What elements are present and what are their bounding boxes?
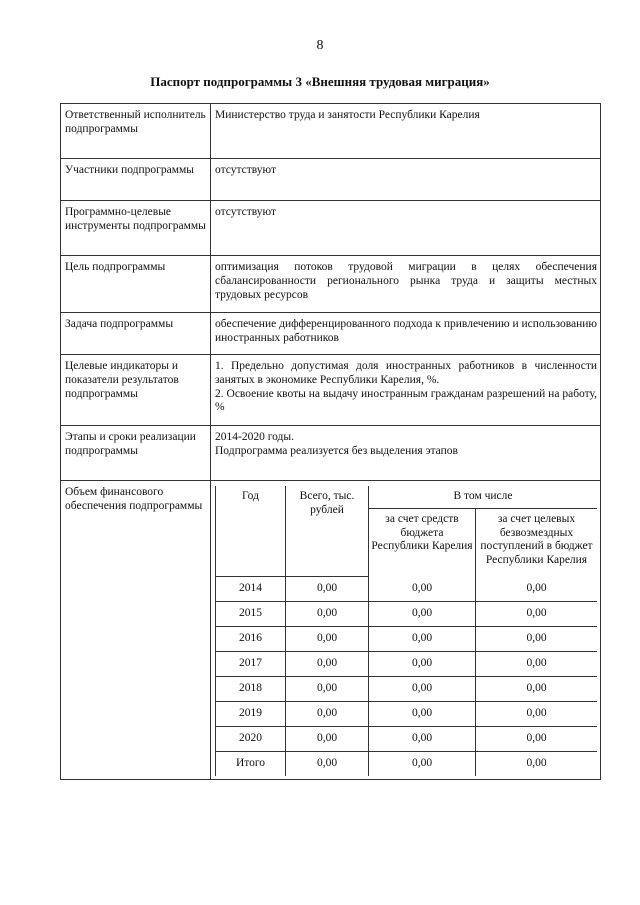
row-instruments (61, 201, 601, 256)
header-year: Год (216, 486, 286, 576)
funding-row (216, 651, 598, 676)
value-task: обеспечение дифференцированного подхода к привлечению и использованию иностранных работников (211, 313, 601, 355)
row-stages (61, 426, 601, 481)
funding-budget-cell: 0,00 (369, 626, 476, 651)
funding-total-cell: 0,00 (286, 751, 369, 776)
funding-row (216, 676, 598, 701)
funding-total-cell: 0,00 (286, 601, 369, 626)
funding-budget-cell: 0,00 (369, 751, 476, 776)
value-stages (211, 426, 601, 481)
funding-grants-cell: 0,00 (476, 601, 598, 626)
stages-line-1: 2014-2020 годы. (215, 431, 295, 443)
row-task (61, 313, 601, 355)
indicator-item-2: 2. Освоение квоты на выдачу иностранным гражданам разрешений на работу, % (215, 387, 597, 414)
funding-total-cell: 0,00 (286, 576, 369, 601)
label-participants: Участники подпрограммы (61, 159, 211, 201)
funding-year-cell: 2015 (216, 601, 286, 626)
row-goal (61, 256, 601, 313)
funding-year-cell: 2020 (216, 726, 286, 751)
row-indicators (61, 355, 601, 426)
funding-row (216, 701, 598, 726)
label-instruments: Программно-целевые инструменты подпрограммы (61, 201, 211, 256)
funding-row (216, 601, 598, 626)
funding-row (216, 726, 598, 751)
funding-cell (211, 481, 601, 780)
funding-total-cell: 0,00 (286, 701, 369, 726)
value-executor: Министерство труда и занятости Республики Карелия (211, 104, 601, 159)
funding-budget-cell: 0,00 (369, 651, 476, 676)
value-indicators (211, 355, 601, 426)
funding-grants-cell: 0,00 (476, 576, 598, 601)
funding-grants-cell: 0,00 (476, 751, 598, 776)
header-including: В том числе (369, 486, 598, 508)
funding-budget-cell: 0,00 (369, 576, 476, 601)
funding-grants-cell: 0,00 (476, 626, 598, 651)
label-funding: Объем финансового обеспечения подпрограммы (61, 481, 211, 780)
funding-row (216, 626, 598, 651)
funding-year-cell: 2018 (216, 676, 286, 701)
funding-year-cell: Итого (216, 751, 286, 776)
page-title: Паспорт подпрограммы 3 «Внешняя трудовая миграция» (150, 74, 490, 89)
funding-total-cell: 0,00 (286, 651, 369, 676)
funding-year-cell: 2017 (216, 651, 286, 676)
indicator-item-1: 1. Предельно допустимая доля иностранных работников в численности занятых в экономике Республики Карелия, %. (215, 360, 597, 386)
label-executor: Ответственный исполнитель подпрограммы (61, 104, 211, 159)
funding-budget-cell: 0,00 (369, 676, 476, 701)
funding-total-cell: 0,00 (286, 626, 369, 651)
row-funding (61, 481, 601, 780)
funding-budget-cell: 0,00 (369, 726, 476, 751)
funding-budget-cell: 0,00 (369, 601, 476, 626)
value-participants: отсутствуют (211, 159, 601, 201)
funding-year-cell: 2016 (216, 626, 286, 651)
label-stages: Этапы и сроки реализации подпрограммы (61, 426, 211, 481)
passport-table (60, 103, 601, 780)
page-number: 8 (316, 38, 324, 53)
header-total: Всего, тыс. рублей (286, 486, 369, 576)
label-indicators: Целевые индикаторы и показатели результатов подпрограммы (61, 355, 211, 426)
value-instruments: отсутствуют (211, 201, 601, 256)
funding-grants-cell: 0,00 (476, 726, 598, 751)
funding-year-cell: 2019 (216, 701, 286, 726)
label-goal: Цель подпрограммы (61, 256, 211, 313)
funding-total-cell: 0,00 (286, 726, 369, 751)
funding-budget-cell: 0,00 (369, 701, 476, 726)
row-participants (61, 159, 601, 201)
funding-row (216, 751, 598, 776)
value-goal: оптимизация потоков трудовой миграции в целях обеспечения сбалансированности регионального рынка труда и защиты местных трудовых ресурсов (211, 256, 601, 313)
row-executor (61, 104, 601, 159)
label-task: Задача подпрограммы (61, 313, 211, 355)
funding-header-row (216, 486, 598, 508)
header-budget: за счет средств бюджета Республики Карелия (369, 508, 476, 576)
funding-table (215, 486, 597, 776)
header-grants: за счет целевых безвозмездных поступлений в бюджет Республики Карелия (476, 508, 598, 576)
funding-total-cell: 0,00 (286, 676, 369, 701)
funding-rows (216, 576, 598, 776)
funding-row (216, 576, 598, 601)
funding-grants-cell: 0,00 (476, 676, 598, 701)
funding-grants-cell: 0,00 (476, 701, 598, 726)
funding-grants-cell: 0,00 (476, 651, 598, 676)
funding-year-cell: 2014 (216, 576, 286, 601)
stages-line-2: Подпрограмма реализуется без выделения этапов (215, 444, 458, 457)
